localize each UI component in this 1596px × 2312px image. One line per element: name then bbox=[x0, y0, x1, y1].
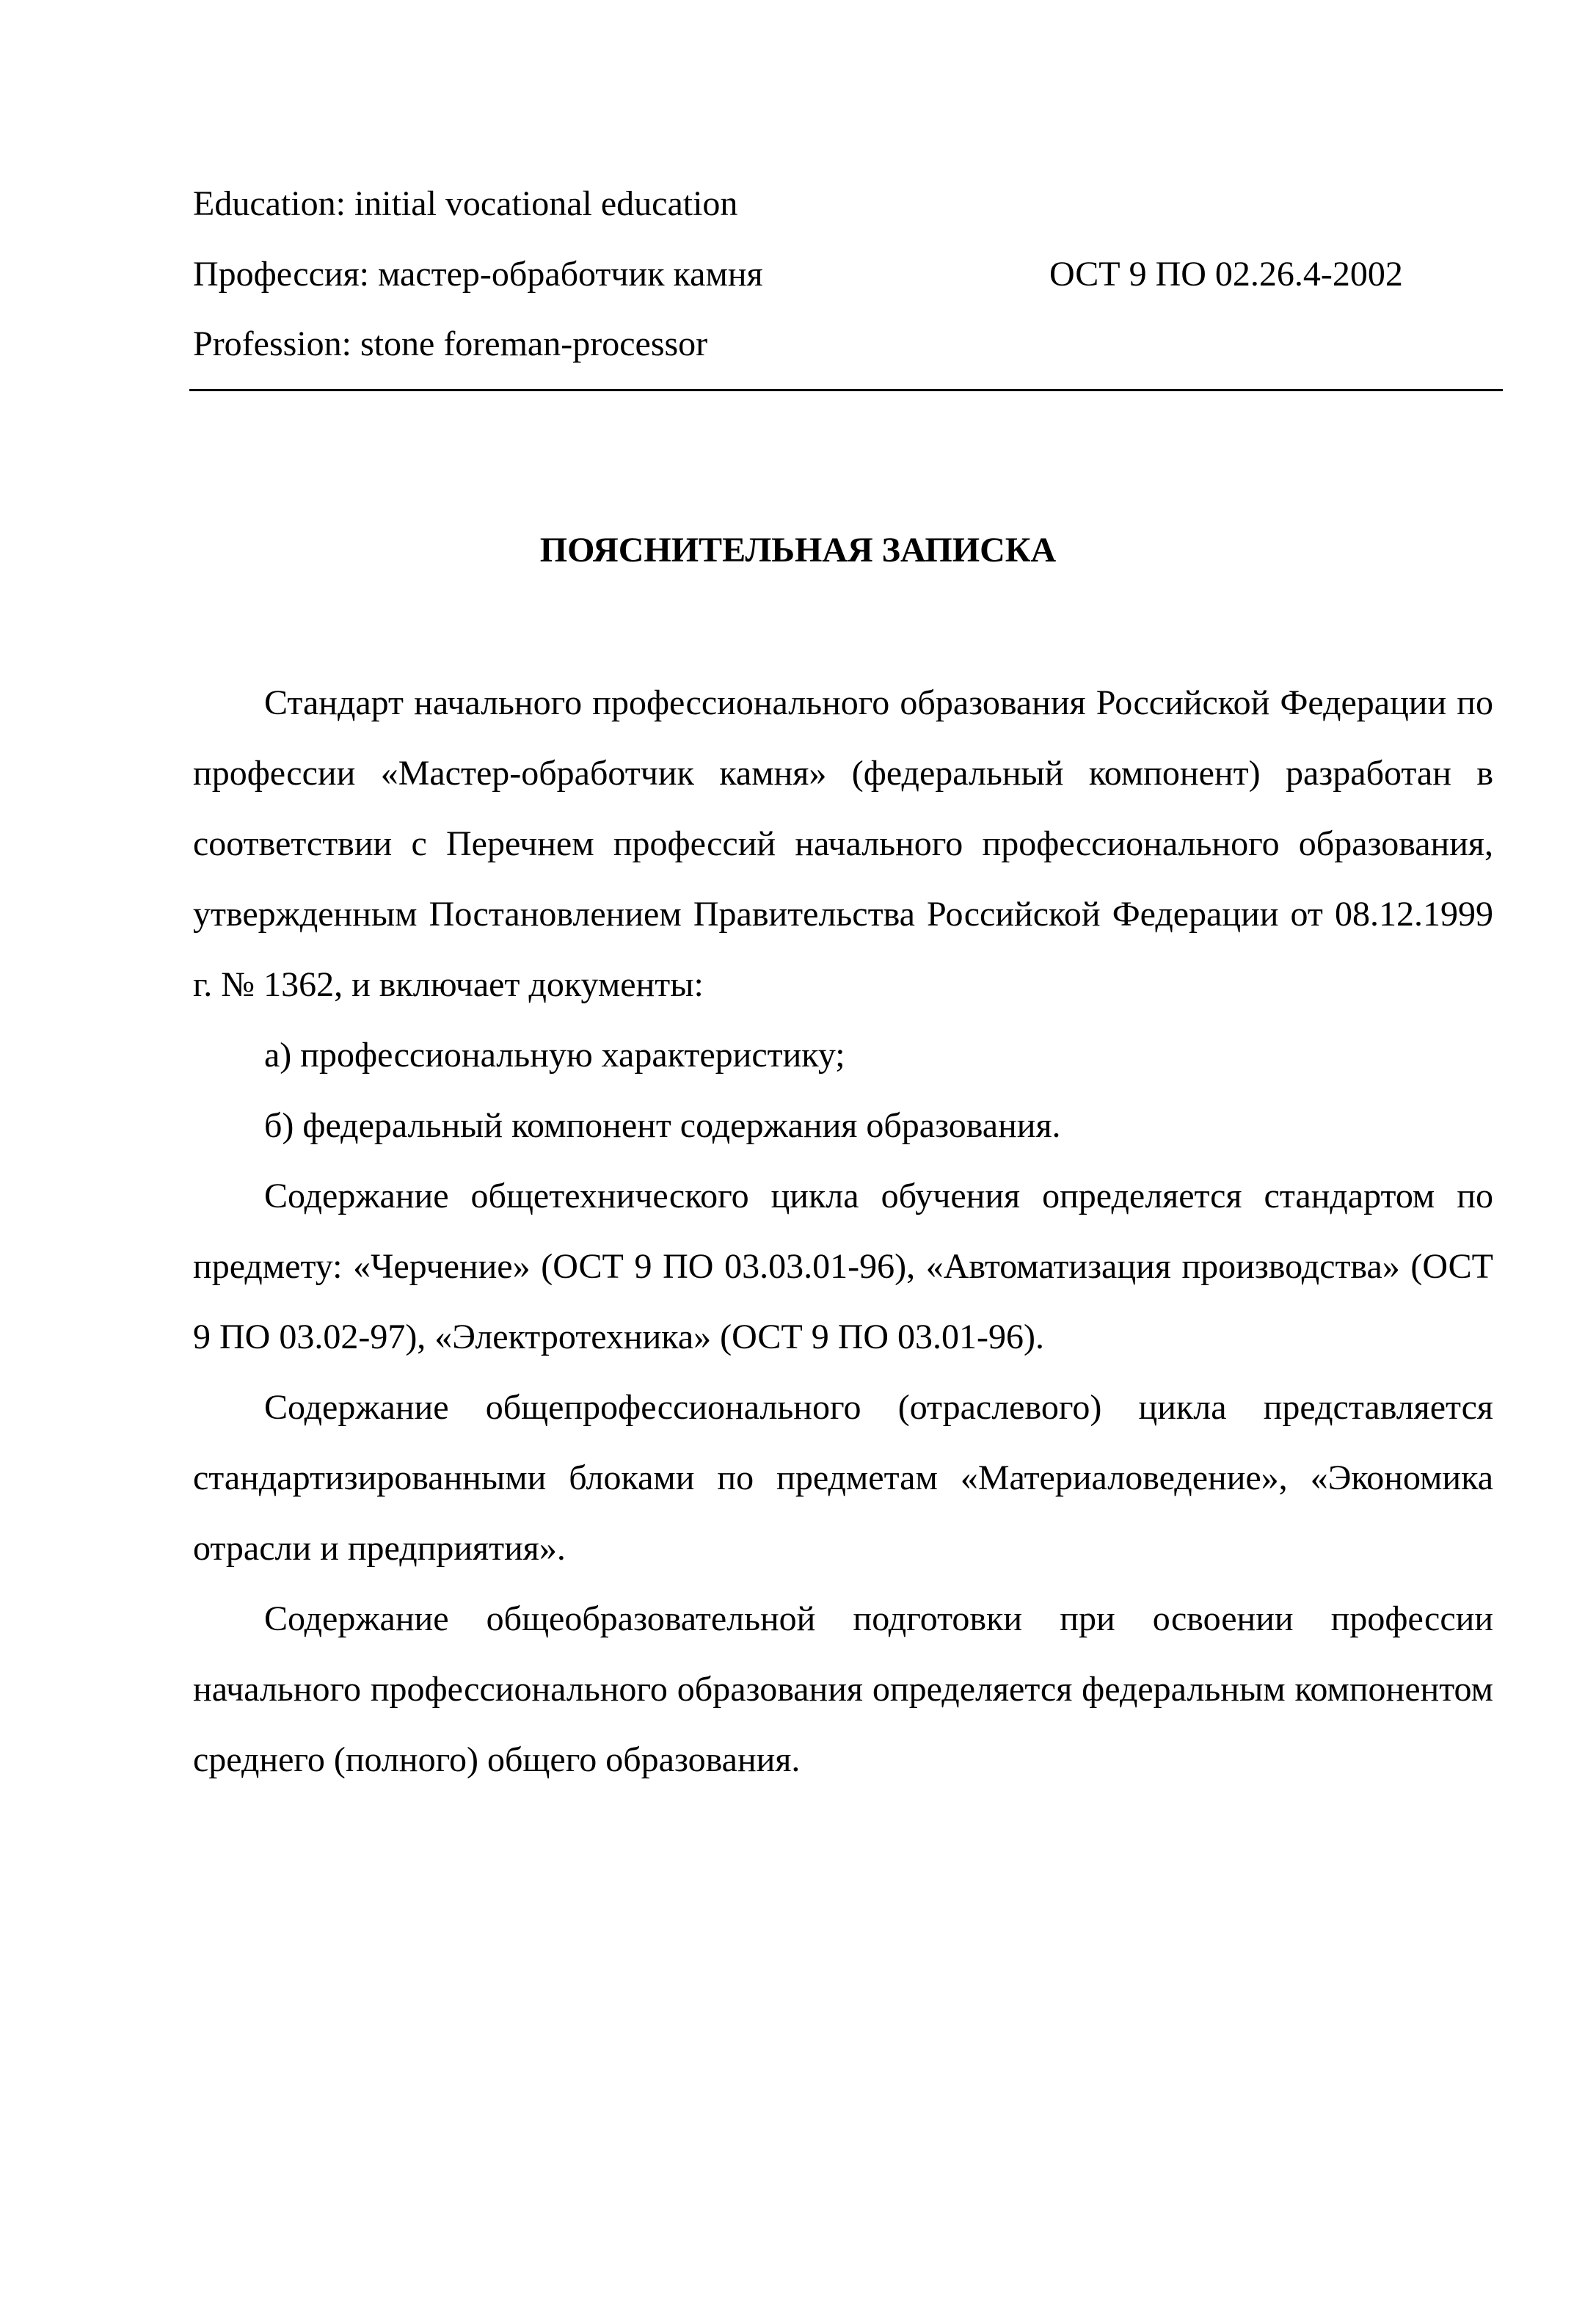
paragraph-general-education: Содержание общеобразовательной подготовки при освоении профессии начального профессионального образования определяется федеральным компонентом среднего (полного) общего образования. bbox=[193, 1599, 1493, 1779]
header-education: Education: initial vocational education bbox=[193, 184, 738, 223]
body-text bbox=[193, 668, 1493, 1795]
paragraph-general-professional: Содержание общепрофессионального (отраслевого) цикла представляется стандартизированными блоками по предметам «Материаловедение», «Экономика отрасли и предприятия». bbox=[193, 1388, 1493, 1568]
list-item-a: а) профессиональную характеристику; bbox=[264, 1036, 845, 1075]
header-profession-ru: Профессия: мастер-обработчик камня bbox=[193, 255, 763, 294]
page-title: ПОЯСНИТЕЛЬНАЯ ЗАПИСКА bbox=[539, 531, 1057, 570]
paragraph-general-technical: Содержание общетехнического цикла обучения определяется стандартом по предмету: «Черчение» (ОСТ 9 ПО 03.03.01-96), «Автоматизация производства» (ОСТ 9 ПО 03.02-97), «Электротехника» (ОСТ 9 ПО 03.01-96). bbox=[193, 1177, 1493, 1356]
header-divider bbox=[189, 389, 1503, 391]
header-standard-code: ОСТ 9 ПО 02.26.4-2002 bbox=[1049, 255, 1403, 294]
paragraph-intro: Стандарт начального профессионального образования Российской Федерации по профессии «Мастер-обработчик камня» (федеральный компонент) разработан в соответствии с Перечнем профессий начального профессионального образования, утвержденным Постановлением Правительства Российской Федерации от 08.12.1999 г. № 1362, и включает документы: bbox=[193, 683, 1493, 1004]
header-profession-en: Profession: stone foreman-processor bbox=[193, 324, 708, 363]
list-item-b: б) федеральный компонент содержания образования. bbox=[264, 1106, 1061, 1145]
